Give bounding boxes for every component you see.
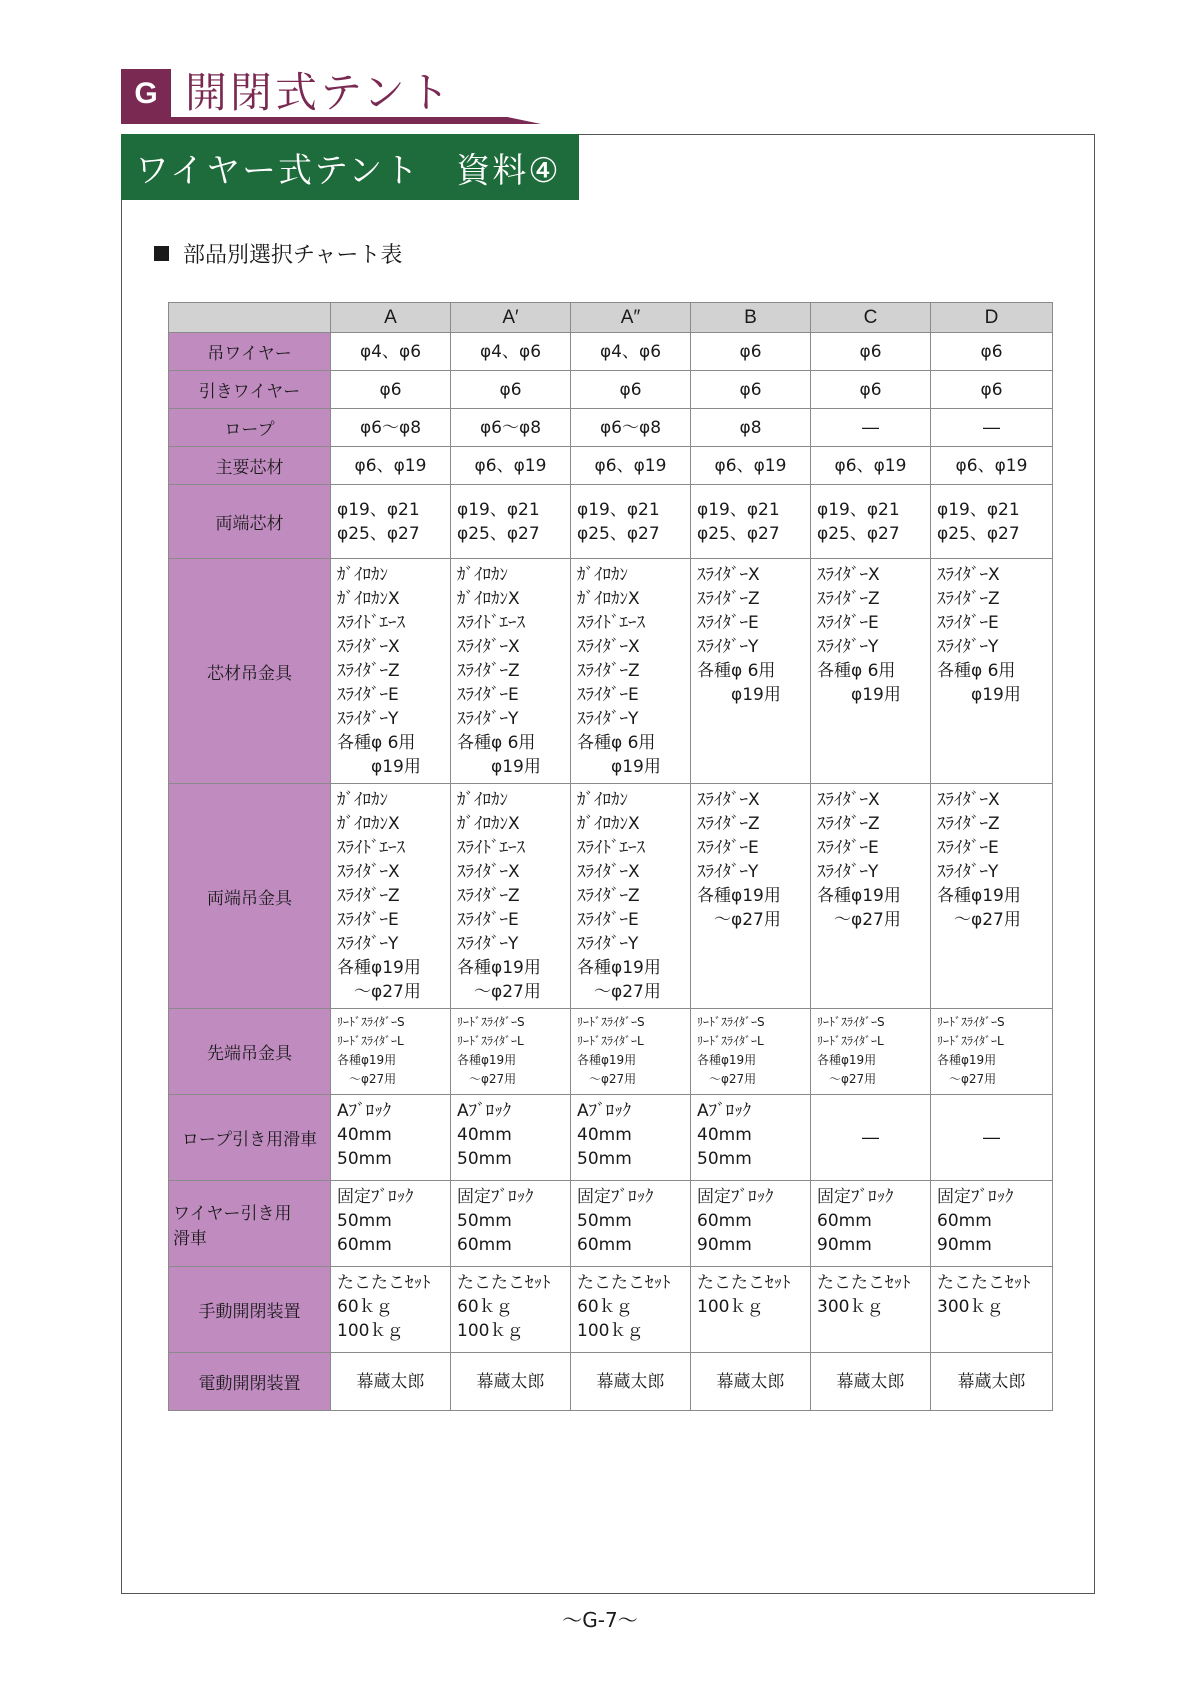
table-cell: ｽﾗｲﾀﾞｰX ｽﾗｲﾀﾞｰZ ｽﾗｲﾀﾞｰE ｽﾗｲﾀﾞｰY 各種φ 6用 φ19用 — [811, 559, 931, 784]
table-cell: ｶﾞｲﾛｶﾝ ｶﾞｲﾛｶﾝX ｽﾗｲﾄﾞｴｰｽ ｽﾗｲﾀﾞｰX ｽﾗｲﾀﾞｰZ ｽﾗｲﾀﾞｰE ｽﾗｲﾀﾞｰY 各種φ 6用 φ19用 — [571, 559, 691, 784]
chart-title: 部品別選択チャート表 — [183, 243, 403, 268]
table-cell: ― — [931, 409, 1053, 447]
table-cell: 幕蔵太郎 — [691, 1353, 811, 1411]
table-cell: 幕蔵太郎 — [331, 1353, 451, 1411]
table-cell: 幕蔵太郎 — [931, 1353, 1053, 1411]
row-label: 手動開閉装置 — [169, 1267, 331, 1353]
table-cell: たこたこｾｯﾄ 300ｋｇ — [931, 1267, 1053, 1353]
page-number: ～G-7～ — [562, 1608, 638, 1632]
table-cell: 幕蔵太郎 — [811, 1353, 931, 1411]
table-cell: φ6、φ19 — [571, 447, 691, 485]
table-cell: たこたこｾｯﾄ 100ｋｇ — [691, 1267, 811, 1353]
row-label: 両端吊金具 — [169, 784, 331, 1009]
table-cell: Aﾌﾞﾛｯｸ 40mm 50mm — [331, 1095, 451, 1181]
table-cell: φ6 — [691, 371, 811, 409]
table-cell: ｶﾞｲﾛｶﾝ ｶﾞｲﾛｶﾝX ｽﾗｲﾄﾞｴｰｽ ｽﾗｲﾀﾞｰX ｽﾗｲﾀﾞｰZ ｽﾗｲﾀﾞｰE ｽﾗｲﾀﾞｰY 各種φ 6用 φ19用 — [451, 559, 571, 784]
header-rule — [121, 117, 541, 124]
table-cell: 固定ﾌﾞﾛｯｸ 50mm 60mm — [571, 1181, 691, 1267]
table-cell: ﾘｰﾄﾞｽﾗｲﾀﾞｰS ﾘｰﾄﾞｽﾗｲﾀﾞｰL 各種φ19用 ～φ27用 — [691, 1009, 811, 1095]
table-cell: φ19、φ21 φ25、φ27 — [331, 485, 451, 559]
table-cell: φ6、φ19 — [691, 447, 811, 485]
row-label: ワイヤー引き用 滑車 — [169, 1181, 331, 1267]
header-row — [169, 303, 1053, 333]
row-label: 引きワイヤー — [169, 371, 331, 409]
table-row — [169, 485, 1053, 559]
table-cell: φ6、φ19 — [331, 447, 451, 485]
square-bullet-icon — [154, 246, 169, 261]
row-label: 吊ワイヤー — [169, 333, 331, 371]
table-cell: Aﾌﾞﾛｯｸ 40mm 50mm — [451, 1095, 571, 1181]
table-cell: φ4、φ6 — [331, 333, 451, 371]
table-cell: たこたこｾｯﾄ 60ｋｇ 100ｋｇ — [571, 1267, 691, 1353]
table-cell: ﾘｰﾄﾞｽﾗｲﾀﾞｰS ﾘｰﾄﾞｽﾗｲﾀﾞｰL 各種φ19用 ～φ27用 — [451, 1009, 571, 1095]
table-cell: φ6 — [931, 333, 1053, 371]
table-cell: φ6 — [931, 371, 1053, 409]
table-cell: φ19、φ21 φ25、φ27 — [811, 485, 931, 559]
table-cell: φ6 — [811, 333, 931, 371]
table-row — [169, 1353, 1053, 1411]
table-row — [169, 447, 1053, 485]
section-title: 開閉式テント — [185, 68, 453, 117]
table-cell: ｶﾞｲﾛｶﾝ ｶﾞｲﾛｶﾝX ｽﾗｲﾄﾞｴｰｽ ｽﾗｲﾀﾞｰX ｽﾗｲﾀﾞｰZ ｽﾗｲﾀﾞｰE ｽﾗｲﾀﾞｰY 各種φ19用 ～φ27用 — [571, 784, 691, 1009]
chart-heading — [154, 238, 402, 269]
table-cell: 幕蔵太郎 — [571, 1353, 691, 1411]
table-cell: φ6 — [451, 371, 571, 409]
table-row — [169, 1009, 1053, 1095]
table-cell: φ8 — [691, 409, 811, 447]
table-cell: φ4、φ6 — [571, 333, 691, 371]
table-cell: ｽﾗｲﾀﾞｰX ｽﾗｲﾀﾞｰZ ｽﾗｲﾀﾞｰE ｽﾗｲﾀﾞｰY 各種φ19用 ～φ27用 — [811, 784, 931, 1009]
table-cell: ｽﾗｲﾀﾞｰX ｽﾗｲﾀﾞｰZ ｽﾗｲﾀﾞｰE ｽﾗｲﾀﾞｰY 各種φ 6用 φ19用 — [691, 559, 811, 784]
table-row — [169, 1267, 1053, 1353]
table-cell: ― — [811, 1095, 931, 1181]
table-cell: ｶﾞｲﾛｶﾝ ｶﾞｲﾛｶﾝX ｽﾗｲﾄﾞｴｰｽ ｽﾗｲﾀﾞｰX ｽﾗｲﾀﾞｰZ ｽﾗｲﾀﾞｰE ｽﾗｲﾀﾞｰY 各種φ19用 ～φ27用 — [331, 784, 451, 1009]
header-corner-cell — [169, 303, 331, 333]
table-cell: 固定ﾌﾞﾛｯｸ 50mm 60mm — [331, 1181, 451, 1267]
table-cell: φ6 — [811, 371, 931, 409]
row-label: ロープ引き用滑車 — [169, 1095, 331, 1181]
row-label: 電動開閉装置 — [169, 1353, 331, 1411]
table-cell: φ4、φ6 — [451, 333, 571, 371]
row-label: ロープ — [169, 409, 331, 447]
table-cell: φ6 — [571, 371, 691, 409]
table-row — [169, 1181, 1053, 1267]
table-cell: たこたこｾｯﾄ 60ｋｇ 100ｋｇ — [331, 1267, 451, 1353]
section-badge: G — [121, 69, 171, 119]
row-label: 主要芯材 — [169, 447, 331, 485]
table-row — [169, 1095, 1053, 1181]
subheader-title: ワイヤー式テント 資料④ — [135, 150, 561, 191]
row-label: 両端芯材 — [169, 485, 331, 559]
table-cell: 幕蔵太郎 — [451, 1353, 571, 1411]
column-header: A — [331, 303, 451, 333]
table-cell: たこたこｾｯﾄ 60ｋｇ 100ｋｇ — [451, 1267, 571, 1353]
table-row — [169, 409, 1053, 447]
table-cell: ｽﾗｲﾀﾞｰX ｽﾗｲﾀﾞｰZ ｽﾗｲﾀﾞｰE ｽﾗｲﾀﾞｰY 各種φ19用 ～φ27用 — [691, 784, 811, 1009]
table-cell: ― — [811, 409, 931, 447]
table-row — [169, 784, 1053, 1009]
table-cell: φ6、φ19 — [931, 447, 1053, 485]
table-cell: ﾘｰﾄﾞｽﾗｲﾀﾞｰS ﾘｰﾄﾞｽﾗｲﾀﾞｰL 各種φ19用 ～φ27用 — [571, 1009, 691, 1095]
column-header: D — [931, 303, 1053, 333]
table-row — [169, 333, 1053, 371]
table-cell: φ19、φ21 φ25、φ27 — [451, 485, 571, 559]
table-cell: ｽﾗｲﾀﾞｰX ｽﾗｲﾀﾞｰZ ｽﾗｲﾀﾞｰE ｽﾗｲﾀﾞｰY 各種φ 6用 φ19用 — [931, 559, 1053, 784]
table-cell: φ6、φ19 — [811, 447, 931, 485]
section-header — [121, 63, 581, 119]
table-cell: φ6～φ8 — [331, 409, 451, 447]
row-label: 先端吊金具 — [169, 1009, 331, 1095]
table-row — [169, 371, 1053, 409]
table-cell: 固定ﾌﾞﾛｯｸ 60mm 90mm — [931, 1181, 1053, 1267]
table-cell: ﾘｰﾄﾞｽﾗｲﾀﾞｰS ﾘｰﾄﾞｽﾗｲﾀﾞｰL 各種φ19用 ～φ27用 — [811, 1009, 931, 1095]
column-header: A″ — [571, 303, 691, 333]
table-cell: ｶﾞｲﾛｶﾝ ｶﾞｲﾛｶﾝX ｽﾗｲﾄﾞｴｰｽ ｽﾗｲﾀﾞｰX ｽﾗｲﾀﾞｰZ ｽﾗｲﾀﾞｰE ｽﾗｲﾀﾞｰY 各種φ 6用 φ19用 — [331, 559, 451, 784]
table-cell: ｶﾞｲﾛｶﾝ ｶﾞｲﾛｶﾝX ｽﾗｲﾄﾞｴｰｽ ｽﾗｲﾀﾞｰX ｽﾗｲﾀﾞｰZ ｽﾗｲﾀﾞｰE ｽﾗｲﾀﾞｰY 各種φ19用 ～φ27用 — [451, 784, 571, 1009]
table-cell: 固定ﾌﾞﾛｯｸ 50mm 60mm — [451, 1181, 571, 1267]
table-cell: φ6、φ19 — [451, 447, 571, 485]
table-cell: Aﾌﾞﾛｯｸ 40mm 50mm — [571, 1095, 691, 1181]
column-header: B — [691, 303, 811, 333]
table-cell: φ19、φ21 φ25、φ27 — [571, 485, 691, 559]
table-cell: φ6 — [331, 371, 451, 409]
table-cell: ﾘｰﾄﾞｽﾗｲﾀﾞｰS ﾘｰﾄﾞｽﾗｲﾀﾞｰL 各種φ19用 ～φ27用 — [931, 1009, 1053, 1095]
table-cell: ｽﾗｲﾀﾞｰX ｽﾗｲﾀﾞｰZ ｽﾗｲﾀﾞｰE ｽﾗｲﾀﾞｰY 各種φ19用 ～φ27用 — [931, 784, 1053, 1009]
parts-selection-table — [168, 302, 1053, 1411]
column-header: C — [811, 303, 931, 333]
table-cell: たこたこｾｯﾄ 300ｋｇ — [811, 1267, 931, 1353]
table-cell: φ19、φ21 φ25、φ27 — [691, 485, 811, 559]
table-cell: φ6 — [691, 333, 811, 371]
table-cell: 固定ﾌﾞﾛｯｸ 60mm 90mm — [811, 1181, 931, 1267]
table-cell: 固定ﾌﾞﾛｯｸ 60mm 90mm — [691, 1181, 811, 1267]
table-cell: Aﾌﾞﾛｯｸ 40mm 50mm — [691, 1095, 811, 1181]
table-cell: ﾘｰﾄﾞｽﾗｲﾀﾞｰS ﾘｰﾄﾞｽﾗｲﾀﾞｰL 各種φ19用 ～φ27用 — [331, 1009, 451, 1095]
table-cell: φ19、φ21 φ25、φ27 — [931, 485, 1053, 559]
table-row — [169, 559, 1053, 784]
subheader-bar — [121, 134, 579, 200]
table-cell: φ6～φ8 — [451, 409, 571, 447]
row-label: 芯材吊金具 — [169, 559, 331, 784]
table-cell: φ6～φ8 — [571, 409, 691, 447]
table-cell: ― — [931, 1095, 1053, 1181]
column-header: A′ — [451, 303, 571, 333]
